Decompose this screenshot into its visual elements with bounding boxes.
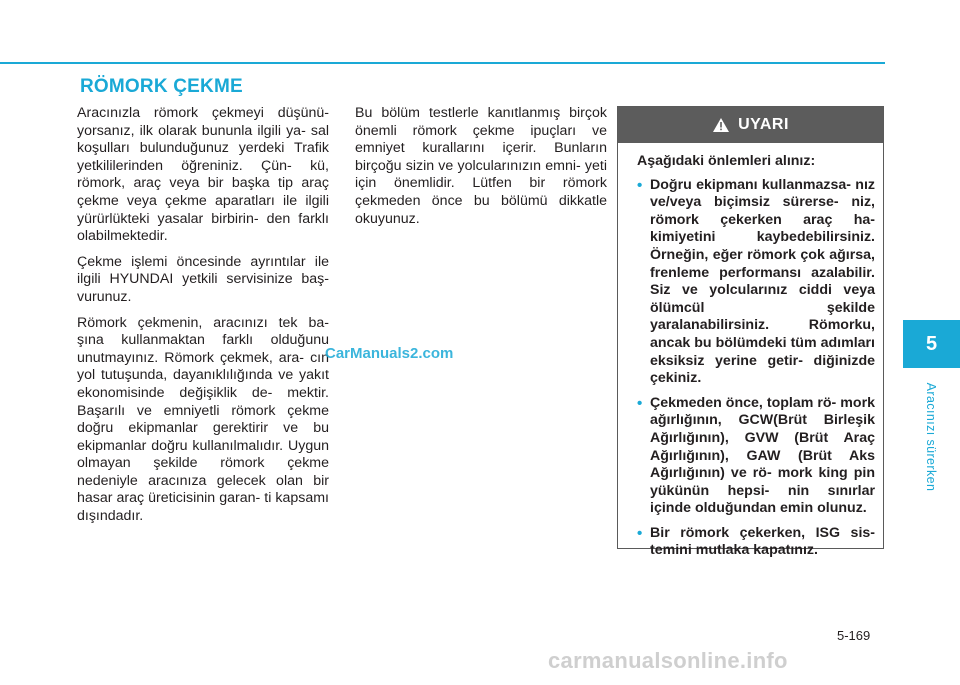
watermark-bottom: carmanualsonline.info [548, 648, 788, 673]
warning-intro: Aşağıdaki önlemleri alınız: [637, 153, 816, 169]
warning-header [618, 107, 883, 143]
watermark-middle: CarManuals2.com [325, 345, 454, 362]
chapter-tab: 5 [903, 320, 960, 368]
chapter-title-vertical [921, 382, 941, 492]
section-title: RÖMORK ÇEKME [80, 76, 243, 97]
warning-item: • Doğru ekipmanı kullanmazsa- nız ve/veya biçimsiz sürerse- niz, römork çekerken araç ha- kimiyetini kaybedebilirsiniz. Örneğin, eğer römork çok ağırsa, frenleme performansı azalabilir. Siz ve yolcularınız ciddi veya ölümcül şekilde yaralanabilirsiniz. Römorku, ancak bu bölümdeki tüm adımları eksiksiz yerine getir- diğinizde çekiniz. [637, 177, 875, 388]
warning-list [637, 177, 875, 560]
text-column-left [77, 105, 329, 534]
page-number: 5-169 [837, 628, 871, 643]
paragraph: Römork çekmenin, aracınızı tek ba- şına kullanmaktan farklı olduğunu unutmayınız. Römork çekmek, ara- cın yol tutuşunda, dayanıklılığında ve yakıt ekonomisinde değişiklik de- mektir. Başarılı ve emniyetli römork çekme doğru ekipmanlar gerektirir ve bu ekipmanlar doğru kullanılmalıdır. Uygun olmayan şekilde römork çekme nedeniyle aracınıza gelecek olan bir hasar araç üreticisinin garan- ti kapsamı dışındadır. [77, 314, 329, 525]
warning-title: UYARI [738, 116, 789, 133]
paragraph: Aracınızla römork çekmeyi düşünü- yorsanız, ilk olarak bununla ilgili ya- sal koşulları bulunduğunuz yerdeki Trafik yetkililerinden öğreniniz. Çün- kü, römork, araç veya bir başka tip araç çekme veya çekme aparatları ile ilgili yürürlükteki yasalar birbirin- den farklı olabilmektedir. [77, 105, 329, 245]
paragraph: Bu bölüm testlerle kanıtlanmış birçok önemli römork çekme ipuçları ve emniyet kurallarını içerir. Bunların birçoğu sizin ve yolcularınızın emni- yeti için önemlidir. Lütfen bir römork çekmeden önce bu bölümü dikkatle okuyunuz. [355, 105, 607, 227]
warning-box [617, 106, 884, 559]
warning-body [618, 143, 883, 560]
warning-triangle-icon [712, 117, 730, 133]
chapter-title: Aracınızı sürerken [924, 382, 938, 492]
text-column-middle [355, 105, 607, 236]
paragraph: Çekme işlemi öncesinde ayrıntılar ile ilgili HYUNDAI yetkili servisinize baş- vurunuz. [77, 253, 329, 305]
warning-item: • Çekmeden önce, toplam rö- mork ağırlığının, GCW(Brüt Birleşik Ağırlığının), GVW (Brüt Araç Ağırlığının), GAW (Brüt Aks Ağırlığının) ve rö- mork king pin yükünün hepsi- nin sınırlar içinde olduğundan emin olunuz. [637, 395, 875, 518]
warning-item: • Bir römork çekerken, ISG sis- temini mutlaka kapatınız. [637, 525, 875, 560]
header-rule [0, 62, 885, 64]
